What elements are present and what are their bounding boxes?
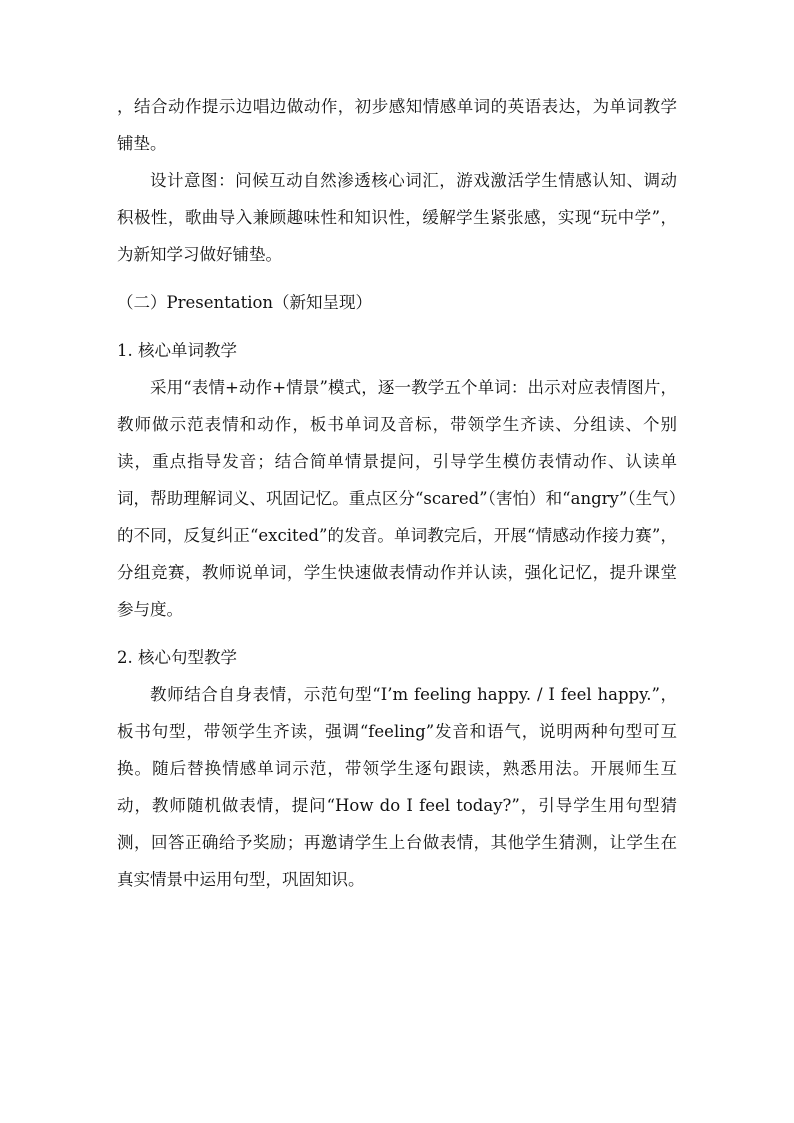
body-paragraph: 设计意图：问候互动自然渗透核心词汇，游戏激活学生情感认知、调动积极性，歌曲导入兼顾趣味性和知识性，缓解学生紧张感，实现“玩中学”，为新知学习做好铺垫。 (117, 171, 677, 264)
paragraph-gap (117, 628, 677, 639)
paragraph-gap (117, 273, 677, 284)
document-page (117, 88, 677, 898)
paragraph-gap (117, 321, 677, 332)
body-paragraph: 采用“表情+动作+情景”模式，逐一教学五个单词：出示对应表情图片，教师做示范表情和动作，板书单词及音标，带领学生齐读、分组读、个别读，重点指导发音；结合简单情景提问，引导学生模仿表情动作、认读单词，帮助理解词义、巩固记忆。重点区分“scared”（害怕）和“angry”（生气）的不同，反复纠正“excited”的发音。单词教完后，开展“情感动作接力赛”，分组竞赛，教师说单词，学生快速做表情动作并认读，强化记忆，提升课堂参与度。 (117, 378, 677, 619)
section-heading: （二）Presentation（新知呈现） (117, 293, 373, 312)
body-paragraph: 教师结合自身表情，示范句型“I’m feeling happy. / I feel happy.”，板书句型，带领学生齐读，强调“feeling”发音和语气，说明两种句型可互换。随后替换情感单词示范，带领学生逐句跟读，熟悉用法。开展师生互动，教师随机做表情，提问“How do I feel today?”，引导学生用句型猜测，回答正确给予奖励；再邀请学生上台做表情，其他学生猜测，让学生在真实情景中运用句型，巩固知识。 (117, 685, 677, 889)
body-paragraph: ，结合动作提示边唱边做动作，初步感知情感单词的英语表达，为单词教学铺垫。 (117, 97, 677, 153)
subsection-heading: 1. 核心单词教学 (117, 341, 237, 360)
subsection-heading: 2. 核心句型教学 (117, 648, 237, 667)
